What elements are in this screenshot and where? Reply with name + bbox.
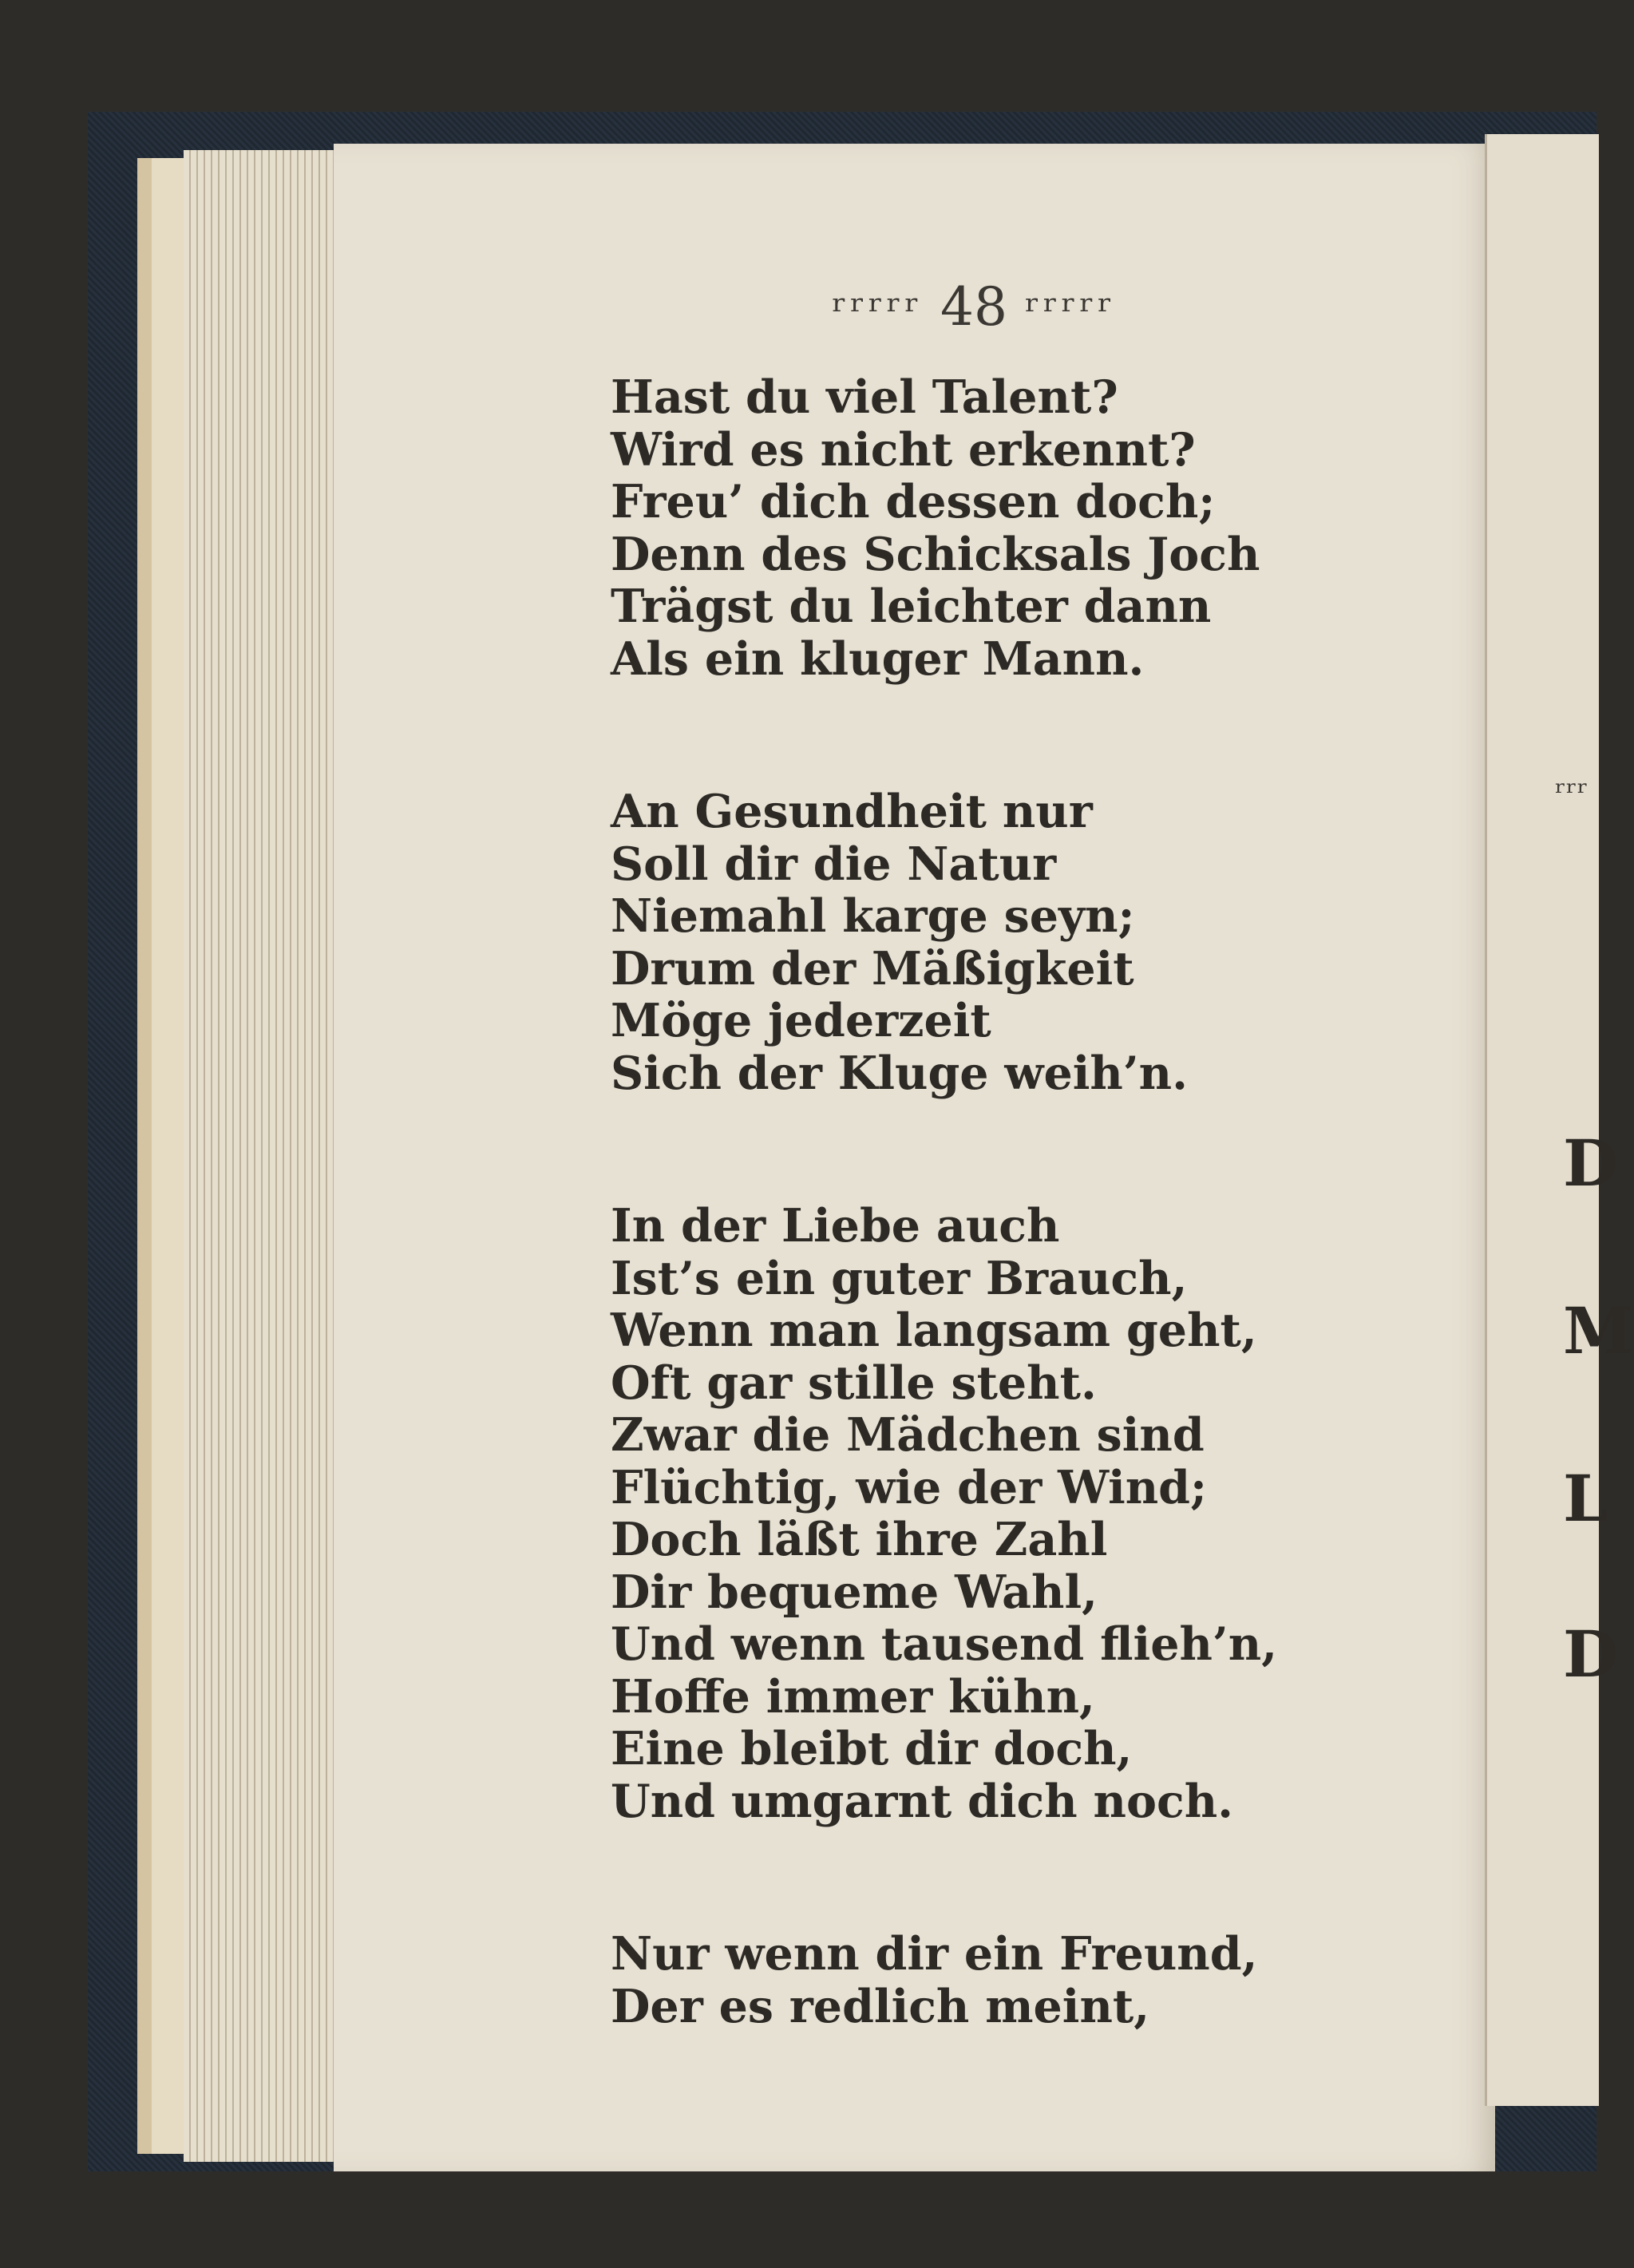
ornament-right: ʳʳʳʳʳ [1024, 286, 1116, 336]
verse-line: Sich der Kluge weih’n. [611, 1046, 1188, 1100]
verse-line: Ist’s ein guter Brauch, [611, 1251, 1188, 1305]
verse-line: Hoffe immer kühn, [611, 1669, 1095, 1724]
stanza-3 [611, 1200, 1457, 1827]
stanza-1 [611, 371, 1457, 685]
verse-line: In der Liebe auch [611, 1199, 1060, 1253]
ornament-left: ʳʳʳʳʳ [832, 286, 923, 336]
verse-line: Der es redlich meint, [611, 1979, 1150, 2033]
poem-text [611, 371, 1457, 2032]
verse-line: Drum der Mäßigkeit [611, 941, 1134, 995]
facing-page [1485, 134, 1599, 2106]
verse-line: Hast du viel Talent? [611, 370, 1118, 424]
verse-line: Und umgarnt dich noch. [611, 1774, 1233, 1828]
facing-page-ornament: ʳʳʳ [1555, 774, 1589, 811]
verse-line: Niemahl karge seyn; [611, 889, 1135, 943]
verse-line: Doch läßt ihre Zahl [611, 1513, 1108, 1566]
verse-line: Dir bequeme Wahl, [611, 1565, 1098, 1619]
verse-line: Als ein kluger Mann. [611, 631, 1145, 686]
verse-line: Nur wenn dir ein Freund, [611, 1927, 1258, 1981]
verse-line: Denn des Schicksals Joch [611, 527, 1260, 581]
verse-line: Flüchtig, wie der Wind; [611, 1460, 1208, 1514]
stanza-4 [611, 1928, 1457, 2032]
page-header [766, 263, 1181, 351]
verse-line: Möge jederzeit [611, 994, 991, 1047]
verse-line: Oft gar stille steht. [611, 1356, 1097, 1410]
facing-page-letter: L [1563, 1461, 1608, 1536]
verse-line: Freu’ dich dessen doch; [611, 475, 1216, 528]
facing-page-letter: D [1563, 1126, 1619, 1201]
facing-page-letter: M [1563, 1293, 1634, 1368]
verse-line: Und wenn tausend flieh’n, [611, 1617, 1278, 1671]
verse-line: Soll dir die Natur [611, 837, 1057, 891]
verse-line: Eine bleibt dir doch, [611, 1722, 1133, 1775]
stacked-page-edges [184, 150, 343, 2162]
verse-line: An Gesundheit nur [611, 785, 1093, 838]
stanza-2 [611, 786, 1457, 1099]
verse-line: Wird es nicht erkennt? [611, 422, 1196, 477]
verse-line: Wenn man langsam geht, [611, 1304, 1257, 1357]
facing-page-letter: D [1563, 1617, 1619, 1692]
page-number: 48 [940, 276, 1007, 338]
verse-line: Zwar die Mädchen sind [611, 1408, 1205, 1462]
verse-line: Trägst du leichter dann [611, 580, 1212, 633]
